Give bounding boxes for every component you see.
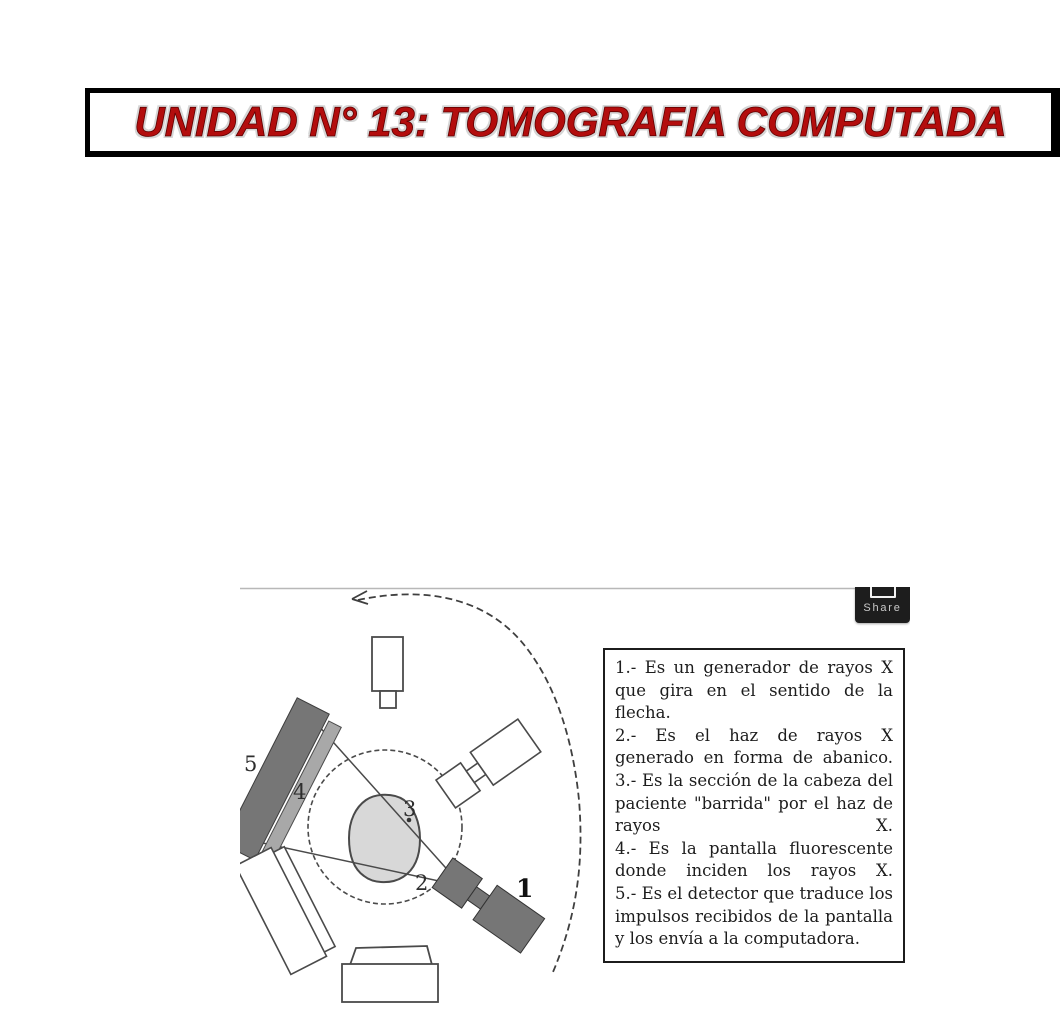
notes-box [603, 648, 905, 963]
xray-tube-position-top [372, 637, 403, 708]
notes-line: 2.- Es el haz de rayos X [615, 725, 893, 745]
notes-text [615, 657, 893, 951]
diagram-label-3: 3 [403, 797, 417, 821]
notes-line: 3.- Es la sección de la cabeza del [615, 770, 893, 790]
notes-line: 1.- Es un generador de rayos X [615, 658, 893, 677]
notes-line: que gira en el sentido de la [615, 680, 893, 700]
notes-line: 5.- Es el detector que traduce los [615, 883, 893, 903]
xray-generator [430, 856, 544, 953]
notes-line: y los envía a la computadora. [615, 929, 860, 949]
title-banner [85, 88, 1060, 157]
diagram-label-1: 1 [516, 874, 534, 903]
embedded-figure [240, 587, 910, 1010]
notes-line: paciente "barrida" por el haz de [615, 793, 893, 813]
notes-line: impulsos recibidos de la pantalla [615, 906, 893, 926]
patient-table [342, 946, 438, 1002]
rotation-arrowhead-icon [352, 591, 368, 604]
notes-line: donde inciden los rayos X. [615, 861, 893, 881]
detector-position-bottom-left [240, 847, 335, 975]
diagram-label-4: 4 [293, 780, 307, 804]
notes-line: 4.- Es la pantalla fluorescente [615, 838, 893, 858]
diagram-label-2: 2 [415, 871, 429, 895]
share-button-label: Share [863, 602, 902, 614]
notes-line: flecha. [615, 703, 671, 723]
xray-tube-position-right [434, 719, 540, 810]
diagram-label-5: 5 [244, 752, 258, 776]
notes-line: generado en forma de abanico. [615, 748, 893, 768]
notes-line: rayos X. [615, 816, 893, 836]
page-title: UNIDAD N° 13: TOMOGRAFIA COMPUTADA [134, 98, 1007, 145]
share-button[interactable] [855, 587, 910, 623]
share-icon [870, 587, 896, 598]
